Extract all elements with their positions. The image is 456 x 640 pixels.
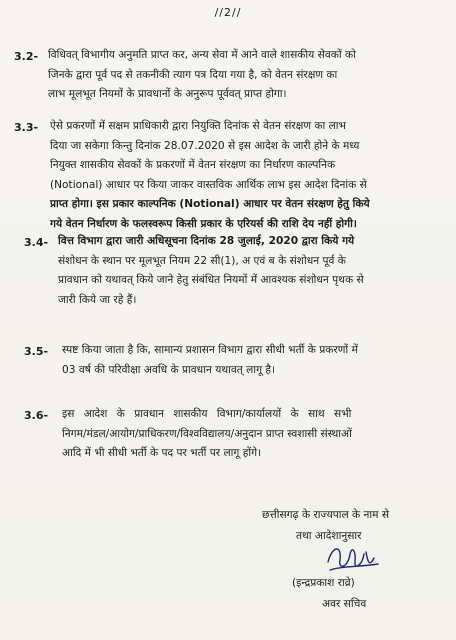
para-number: 3.6- <box>24 409 49 422</box>
text-line: विधिवत् विभागीय अनुमति प्राप्त कर, अन्य सेवा में आने वाले शासकीय सेवकों को <box>48 49 356 61</box>
para-number: 3.2- <box>14 50 39 63</box>
authority-line: छत्तीसगढ़ के राज्यपाल के नाम से <box>262 509 390 521</box>
handwritten-signature <box>322 540 382 576</box>
text-line: 03 वर्ष की परिवीक्षा अवधि के प्रावधान यथावत् लागू है। <box>62 363 276 376</box>
paragraph-3-5 <box>62 341 358 380</box>
paragraph-3-4 <box>58 232 364 310</box>
text-line: इस आदेश के प्रावधान शासकीय विभाग/कार्यालयों के साथ सभी <box>62 408 352 420</box>
signatory-name: (इन्द्रप्रकाश राव्रे) <box>292 577 355 589</box>
text-line: नियुक्त शासकीय सेवकों के प्रकरणों में वेतन संरक्षण का निर्धारण काल्पनिक <box>50 159 336 171</box>
text-line: लाभ मूलभूत नियमों के प्रावधानों के अनुरूप पूर्ववत् प्राप्त होगा। <box>48 88 287 100</box>
paragraph-3-3 <box>50 117 370 234</box>
text-line: स्पष्ट किया जाता है कि, सामान्य प्रशासन विभाग द्वारा सीधी भर्ती के प्रकरणों में <box>62 344 358 356</box>
text-line: (Notional) आधार पर किया जाकर वास्तविक आर्थिक लाभ इस आदेश दिनांक से <box>50 178 367 191</box>
text-line: निगम/मंडल/आयोग/प्राधिकरण/विश्वविद्यालय/अनुदान प्राप्त स्वशासी संस्थाओं <box>62 427 352 440</box>
paragraph-3-6 <box>62 405 352 464</box>
signatory-designation: अवर सचिव <box>322 598 367 610</box>
order-line: तथा आदेशानुसार <box>296 530 362 542</box>
para-number: 3.5- <box>24 345 49 358</box>
text-line: गये वेतन निर्धारण के फलस्वरूप किसी प्रकार के एरियर्स की राशि देय नहीं होगी। <box>50 217 357 230</box>
page-number: //2// <box>214 6 242 19</box>
text-line: ऐसे प्रकरणों में सक्षम प्राधिकारी द्वारा नियुक्ति दिनांक से वेतन संरक्षण का लाभ <box>50 120 346 132</box>
text-line: जारी किये जा रहे हैं। <box>58 293 137 306</box>
para-number: 3.4- <box>24 236 49 249</box>
text-line: प्रावधान को यथावत् किये जाने हेतु संबंधित नियमों में आवश्यक संशोधन पृथक से <box>58 274 364 286</box>
paragraph-3-2 <box>48 46 356 105</box>
text-line: दिया जा सकेगा किन्तु दिनांक 28.07.2020 से इस आदेश के जारी होने के मध्य <box>50 139 360 152</box>
text-line: जिनके द्वारा पूर्व पद से तकनीकी त्याग पत्र दिया गया है, को वेतन संरक्षण का <box>48 68 338 81</box>
signatory-name-block <box>292 574 355 593</box>
text-line: आदि में भी सीधी भर्ती के पद पर भर्ती पर लागू होंगे। <box>62 447 262 459</box>
text-line: संशोधन के स्थान पर मूलभूत नियम 22 सी(1), अ एवं ब के संशोधन पूर्व के <box>58 254 346 267</box>
signature-authority <box>262 506 389 525</box>
signatory-designation-block <box>322 595 366 614</box>
text-line: वित्त विभाग द्वारा जारी अधिसूचना दिनांक 28 जुलाई, 2020 द्वारा किये गये <box>58 235 355 247</box>
text-line: प्राप्त होगा। इस प्रकार काल्पनिक (Notional) आधार पर वेतन संरक्षण हेतु किये <box>50 198 370 210</box>
para-number: 3.3- <box>14 121 39 134</box>
